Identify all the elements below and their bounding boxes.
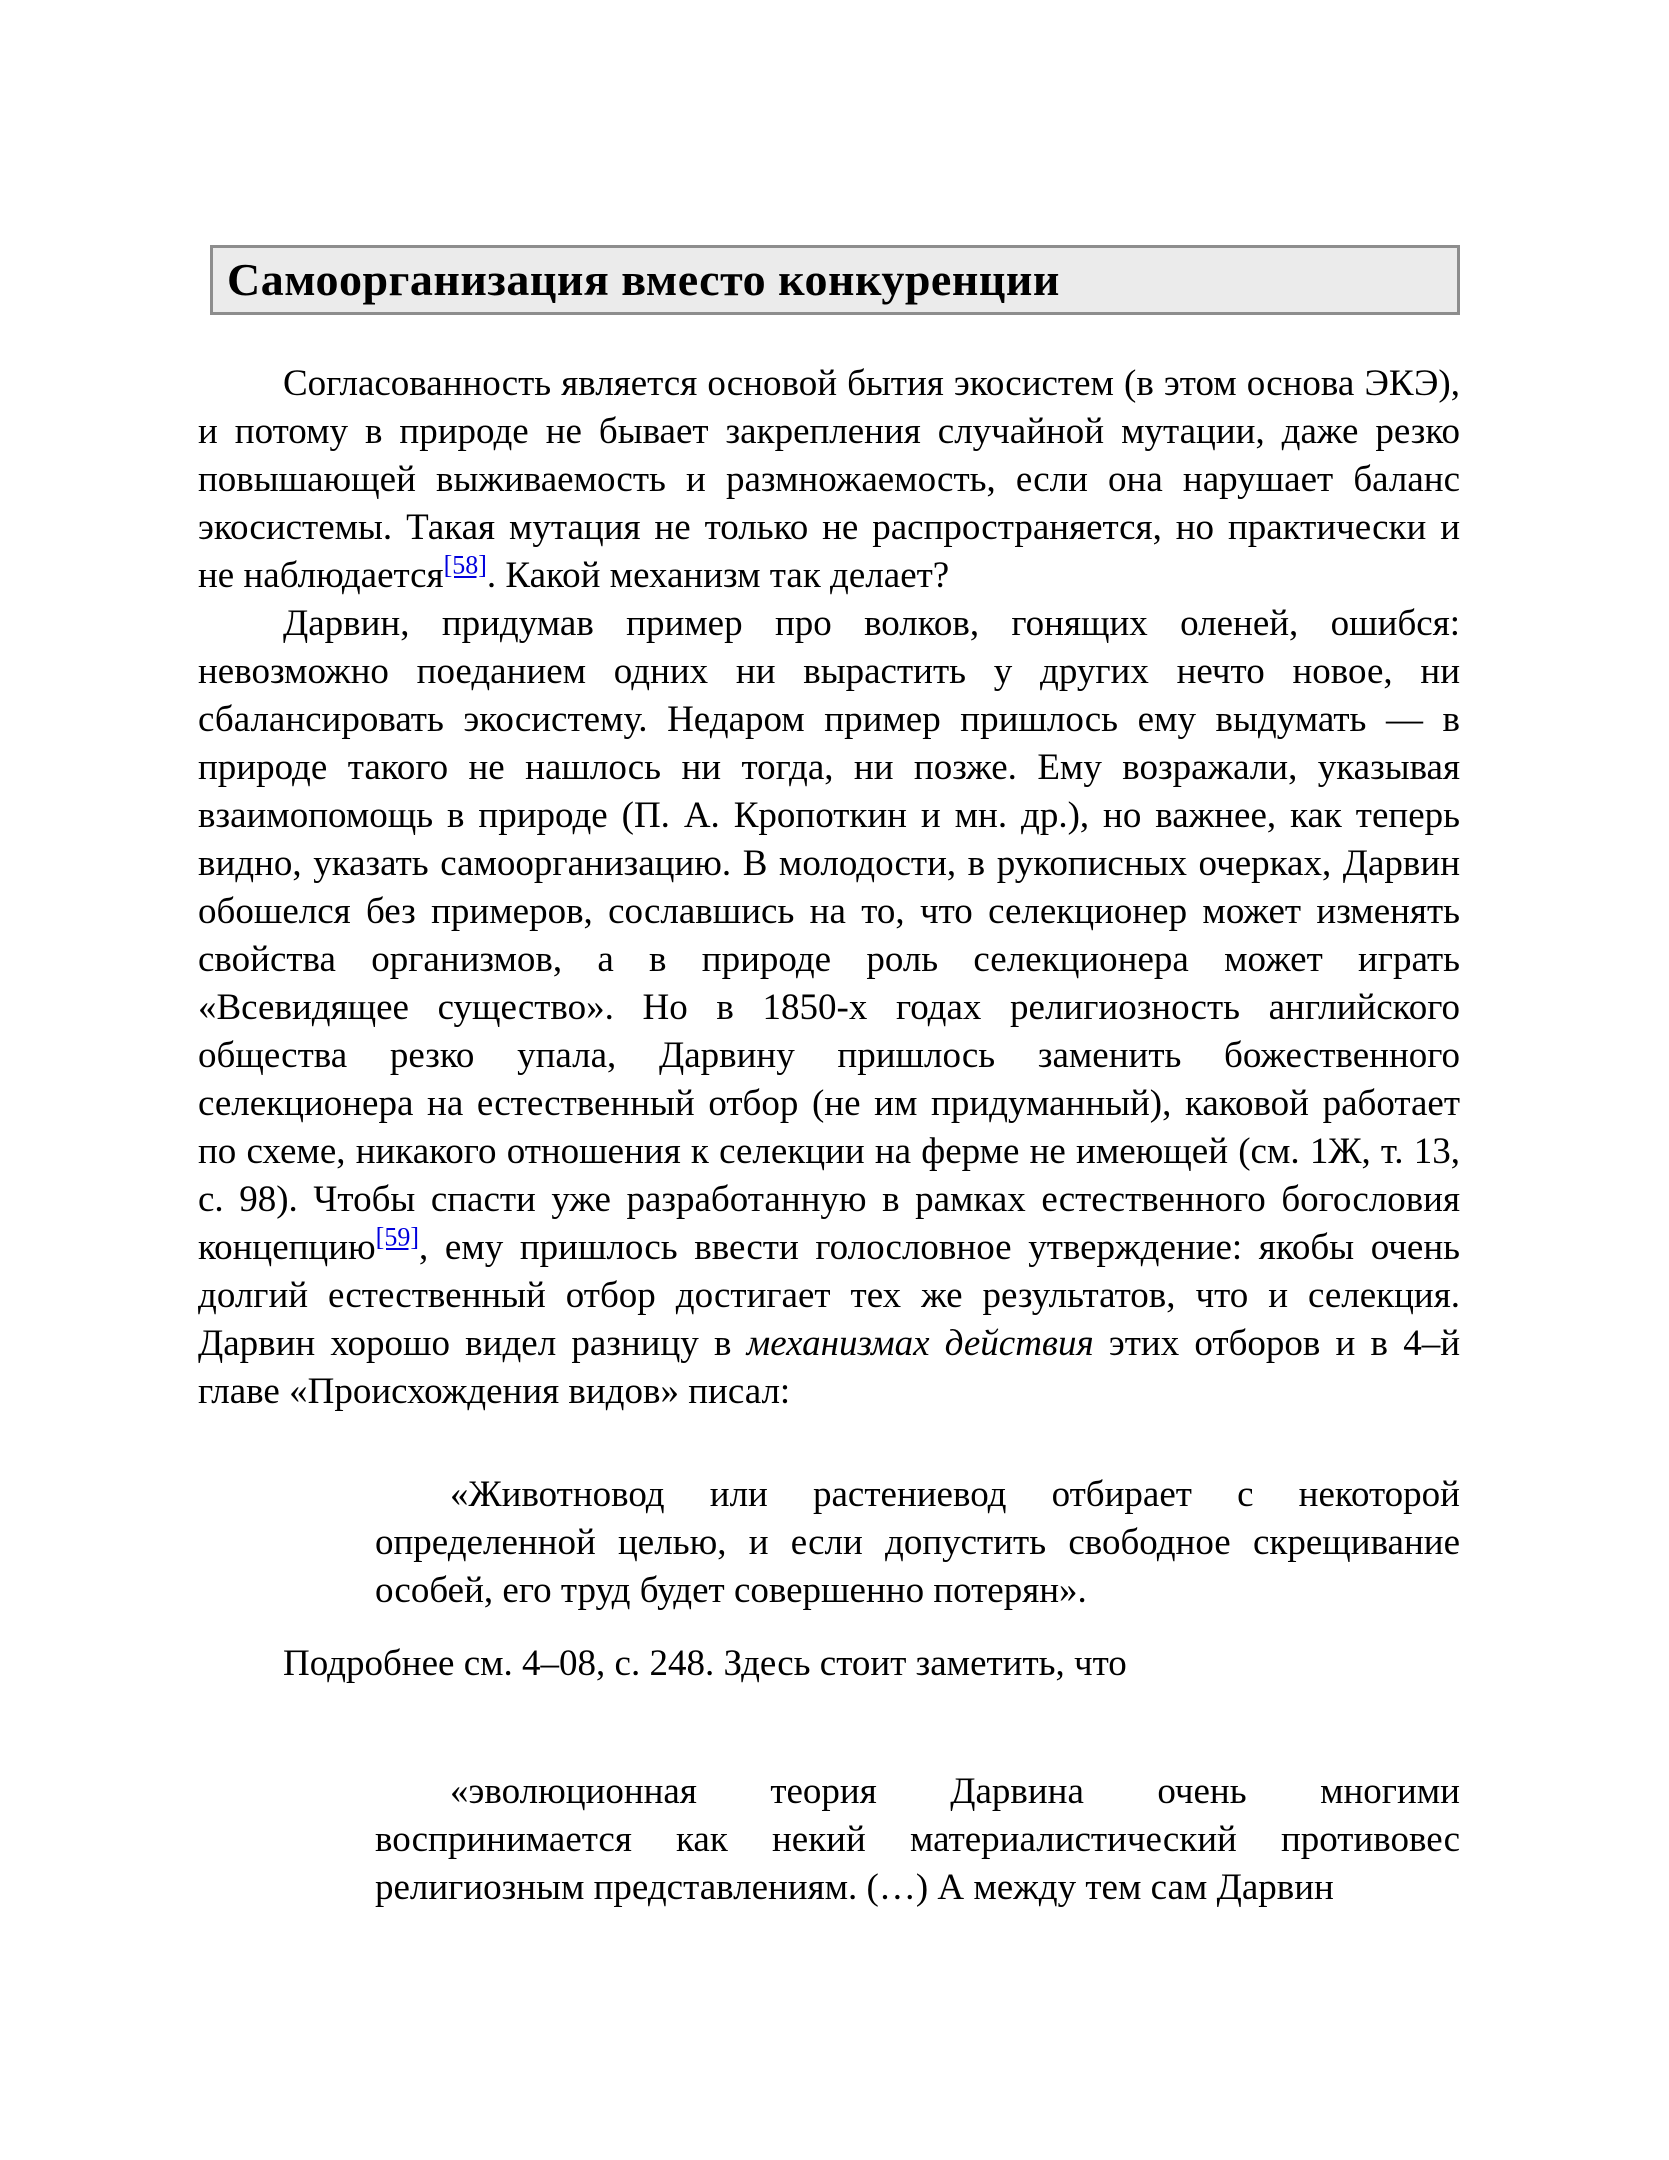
text-run: , ему пришлось ввести голословное утверждение: якобы очень долгий естественный отбор достигает тех же результатов, что и селекция. Дарвин хорошо видел разницу в — [198, 1227, 1460, 1364]
chapter-content — [198, 360, 1460, 1912]
paragraph-see-more — [198, 1640, 1460, 1688]
text-run: «Животновод или растениевод отбирает с некоторой определенной целью, и если допустить свободное скрещивание особей, его труд будет совершенно потерян». — [375, 1474, 1460, 1611]
chapter-title: Самоорганизация вместо конкуренции — [210, 245, 1460, 315]
emphasis-text: механизмах действия — [746, 1323, 1094, 1364]
text-run: Дарвин, придумав пример про волков, гонящих оленей, ошибся: невозможно поеданием одних ни вырастить у других нечто новое, ни сбалансировать экосистему. Недаром пример пришлось ему выдумать — в природе такого не нашлось ни тогда, ни позже. Ему возражали, указывая взаимопомощь в природе (П. А. Кропоткин и мн. др.), но важнее, как теперь видно, указать самоорганизацию. В молодости, в рукописных очерках, Дарвин обошелся без примеров, сославшись на то, что селекционер может изменять свойства организмов, а в природе роль селекционера может играть «Всевидящее существо». Но в 1850-х годах религиозность английского общества резко упала, Дарвину пришлось заменить божественного селекционера на естественный отбор (не им придуманный), каковой работает по схеме, никакого отношения к селекции на ферме не имеющей (см. 1Ж, т. 13, с. 98). Чтобы спасти уже разработанную в рамках естественного богословия концепцию — [198, 603, 1460, 1268]
text-run: этих отборов и в 4–й главе «Происхождения видов» писал: — [198, 1323, 1460, 1412]
text-run: . Какой механизм так делает? — [486, 555, 950, 596]
footnote-link-59[interactable]: [59] — [375, 1222, 419, 1252]
text-run: «эволюционная теория Дарвина очень многими воспринимается как некий материалистический противовес религиозным представлениям. (…) А между тем сам Дарвин — [375, 1771, 1460, 1908]
paragraph-coherence — [198, 360, 1460, 600]
paragraph-darwin-wolves — [198, 600, 1460, 1416]
blockquote-evolution-theory — [375, 1768, 1460, 1912]
text-run: Подробнее см. 4–08, с. 248. Здесь стоит заметить, что — [283, 1643, 1127, 1684]
blockquote-breeder-quote — [375, 1471, 1460, 1615]
text-run: Согласованность является основой бытия экосистем (в этом основа ЭКЭ), и потому в природе не бывает закрепления случайной мутации, даже резко повышающей выживаемость и размножаемость, если она нарушает баланс экосистемы. Такая мутация не только не распространяется, но практически и не наблюдается — [198, 363, 1460, 596]
footnote-link-58[interactable]: [58] — [443, 550, 487, 580]
